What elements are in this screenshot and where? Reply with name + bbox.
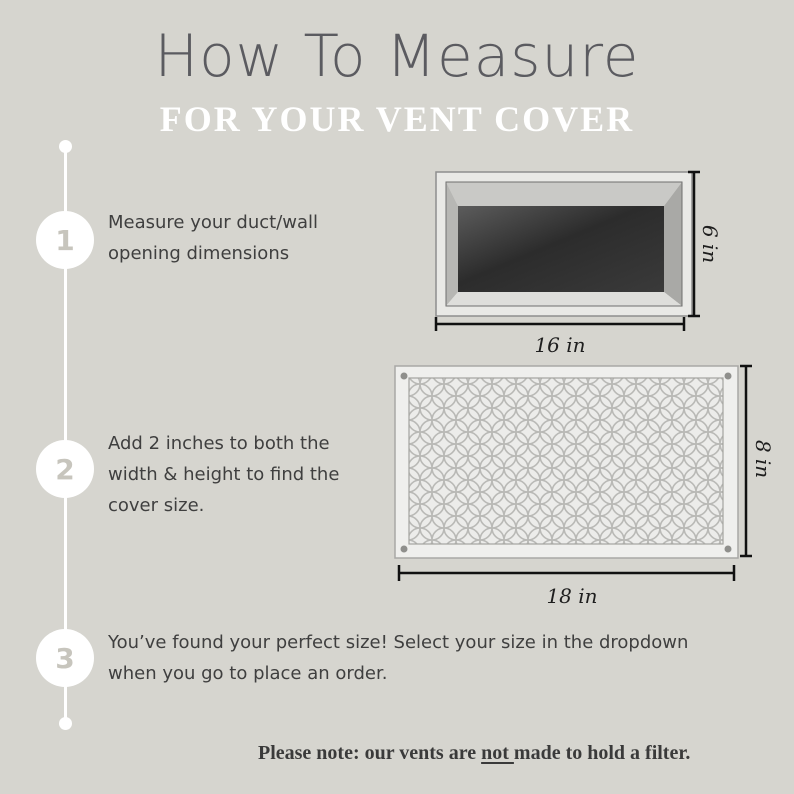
screw-icon (401, 546, 408, 553)
filter-note (258, 742, 690, 765)
screw-icon (401, 373, 408, 380)
vent-height-dimension (740, 366, 752, 556)
duct-height-label: 6 in (698, 224, 722, 264)
duct-opening-illustration (436, 172, 692, 316)
page-subtitle: FOR YOUR VENT COVER (159, 99, 635, 139)
vent-cover-illustration (395, 366, 738, 558)
step-3-line-1: You’ve found your perfect size! Select your size in the dropdown (108, 632, 689, 653)
step-1-badge: 1 (36, 211, 94, 269)
vent-height-label: 8 in (751, 439, 775, 479)
step-3-badge: 3 (36, 629, 94, 687)
screw-icon (725, 546, 732, 553)
page-title: How To Measure (154, 22, 640, 90)
screw-icon (725, 373, 732, 380)
vent-width-label: 18 in (546, 584, 598, 608)
step-2-badge: 2 (36, 440, 94, 498)
step-1-line-2: opening dimensions (108, 243, 290, 264)
duct-width-label: 16 in (534, 333, 586, 357)
step-1-line-1: Measure your duct/wall (108, 212, 319, 233)
step-2-line-1: Add 2 inches to both the (108, 433, 330, 454)
filter-note-emphasis: not (481, 742, 514, 764)
step-2-line-2: width & height to find the (108, 464, 340, 485)
vent-width-dimension (399, 565, 734, 581)
duct-width-dimension (436, 317, 684, 331)
filter-note-suffix: made to hold a filter. (513, 742, 691, 764)
step-3-line-2: when you go to place an order. (108, 663, 388, 684)
filter-note-prefix: Please note: our vents are (258, 742, 482, 764)
step-2-line-3: cover size. (108, 495, 205, 516)
